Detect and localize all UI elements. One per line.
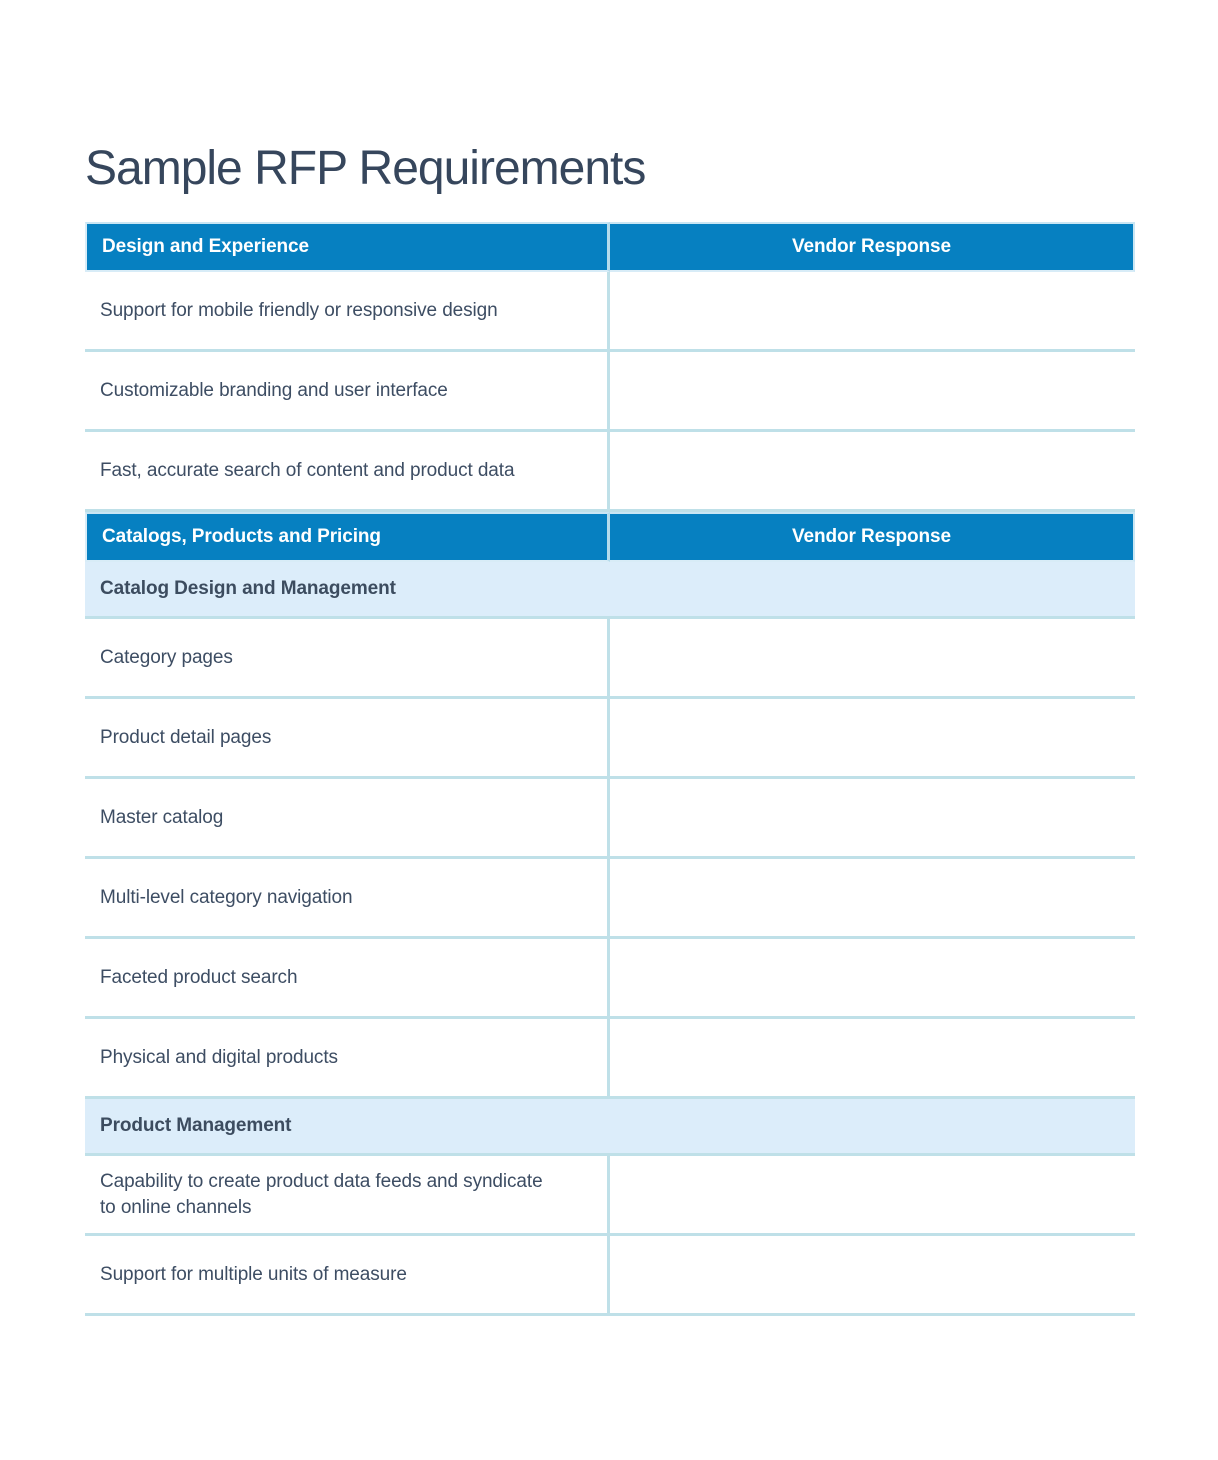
vendor-response-cell	[610, 1236, 1135, 1316]
table-row	[85, 432, 1135, 512]
requirement-cell: Capability to create product data feeds and syndicate to online channels	[85, 1156, 610, 1236]
table-row	[85, 939, 1135, 1019]
subsection-header-row	[85, 562, 1135, 619]
vendor-response-cell	[610, 432, 1135, 512]
table-row	[85, 859, 1135, 939]
section-header-category: Catalogs, Products and Pricing	[85, 512, 610, 562]
vendor-response-header: Vendor Response	[610, 512, 1135, 562]
page-title: Sample RFP Requirements	[85, 142, 646, 195]
table-row	[85, 699, 1135, 779]
vendor-response-cell	[610, 619, 1135, 699]
requirement-cell: Fast, accurate search of content and product data	[85, 432, 610, 512]
requirement-cell: Support for mobile friendly or responsive design	[85, 272, 610, 352]
table-row	[85, 1156, 1135, 1236]
vendor-response-cell	[610, 939, 1135, 1019]
requirement-cell: Physical and digital products	[85, 1019, 610, 1099]
requirement-cell: Customizable branding and user interface	[85, 352, 610, 432]
section-header-row	[85, 222, 1135, 272]
subsection-header-row	[85, 1099, 1135, 1156]
subsection-title: Catalog Design and Management	[85, 562, 1135, 619]
requirement-cell: Support for multiple units of measure	[85, 1236, 610, 1316]
table-row	[85, 1236, 1135, 1316]
section-header-category: Design and Experience	[85, 222, 610, 272]
table-row	[85, 1019, 1135, 1099]
table-row	[85, 779, 1135, 859]
vendor-response-cell	[610, 1019, 1135, 1099]
table-row	[85, 619, 1135, 699]
requirement-cell: Multi-level category navigation	[85, 859, 610, 939]
vendor-response-cell	[610, 859, 1135, 939]
vendor-response-header: Vendor Response	[610, 222, 1135, 272]
table-row	[85, 352, 1135, 432]
requirement-cell: Product detail pages	[85, 699, 610, 779]
vendor-response-cell	[610, 352, 1135, 432]
vendor-response-cell	[610, 272, 1135, 352]
vendor-response-cell	[610, 779, 1135, 859]
vendor-response-cell	[610, 1156, 1135, 1236]
table-row	[85, 272, 1135, 352]
requirement-cell: Master catalog	[85, 779, 610, 859]
requirement-cell: Category pages	[85, 619, 610, 699]
rfp-requirements-table	[85, 222, 1135, 1316]
requirement-cell: Faceted product search	[85, 939, 610, 1019]
vendor-response-cell	[610, 699, 1135, 779]
subsection-title: Product Management	[85, 1099, 1135, 1156]
section-header-row	[85, 512, 1135, 562]
